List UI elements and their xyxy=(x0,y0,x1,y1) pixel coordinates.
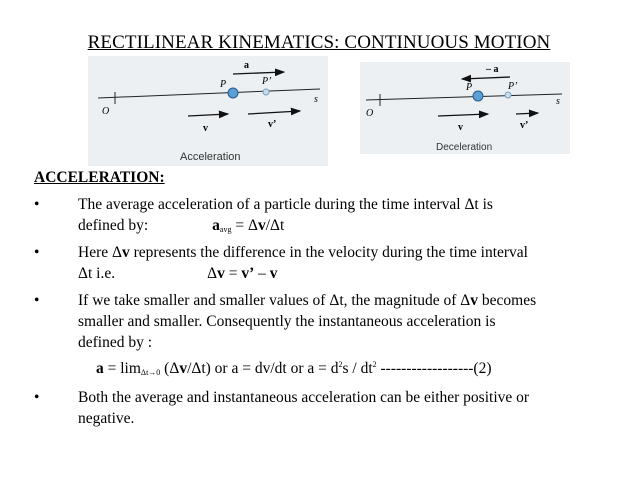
formula-lim: = lim xyxy=(103,360,141,377)
bullet-4: • xyxy=(34,389,40,406)
v-arrow xyxy=(188,114,228,116)
formula-eq: = xyxy=(224,265,242,282)
item-4-line-1: Both the average and instantaneous acceleration can be either positive or xyxy=(78,389,530,406)
acceleration-diagram xyxy=(88,56,328,166)
bullet-1: • xyxy=(34,196,40,213)
slide-title: RECTILINEAR KINEMATICS: CONTINUOUS MOTION xyxy=(87,32,551,53)
formula-eq: = Δ xyxy=(231,217,258,234)
item-2-ie: Δt i.e. xyxy=(78,265,116,282)
item-2-line-1 xyxy=(78,242,618,263)
deceleration-caption: Deceleration xyxy=(436,142,493,153)
formula-a: a xyxy=(96,360,104,377)
formula-avg-subscript: avg xyxy=(219,225,232,234)
formula-open: (Δ xyxy=(160,360,180,377)
v-prime-arrow xyxy=(516,113,538,114)
formula-delta: Δ xyxy=(207,265,218,282)
formula-minus: – xyxy=(254,265,270,282)
s-label: s xyxy=(314,94,318,105)
item-2-pre: Here Δ xyxy=(78,244,122,261)
formula-v-prime: v’ xyxy=(241,265,255,282)
particle-p xyxy=(228,88,238,98)
item-3-v: v xyxy=(470,292,478,309)
v-prime-label: v’ xyxy=(268,119,277,130)
item-1 xyxy=(78,194,618,240)
v-prime-label: v’ xyxy=(520,120,529,131)
s-axis-line xyxy=(98,89,320,98)
v-prime-arrow xyxy=(248,111,300,114)
instantaneous-formula xyxy=(96,354,626,383)
formula-dt: /Δt xyxy=(265,217,285,234)
formula-v: v xyxy=(257,217,266,234)
formula-s-dt: s / dt xyxy=(342,360,373,377)
item-4 xyxy=(78,387,618,429)
formula-middle: /Δt) or a = dv/dt or a = d xyxy=(187,360,339,377)
formula-v: v xyxy=(179,360,188,377)
formula-v: v xyxy=(217,265,225,282)
particle-p-prime xyxy=(263,89,269,95)
section-heading: ACCELERATION: xyxy=(34,169,165,186)
item-3-line-2: smaller and smaller. Consequently the instantaneous acceleration is xyxy=(78,313,496,330)
formula-v2: v xyxy=(269,265,278,282)
p-label: P xyxy=(220,79,227,90)
item-3-post: becomes xyxy=(478,292,537,309)
formula-sup-2b: 2 xyxy=(372,360,377,369)
p-prime-label: P’ xyxy=(508,81,518,92)
acceleration-figure xyxy=(88,56,328,166)
particle-p-prime xyxy=(505,92,511,98)
deceleration-diagram xyxy=(360,62,570,154)
s-label: s xyxy=(556,96,560,107)
acceleration-caption: Acceleration xyxy=(180,151,241,163)
item-3-pre: If we take smaller and smaller values of Δt, the magnitude of Δ xyxy=(78,292,471,309)
particle-p xyxy=(473,91,483,101)
item-1-line-2 xyxy=(78,215,618,240)
s-axis-line xyxy=(366,94,562,100)
p-prime-label: P’ xyxy=(262,76,272,87)
item-1-line-1: The average acceleration of a particle during the time interval Δt is xyxy=(78,196,493,213)
item-4-line-2: negative. xyxy=(78,410,135,427)
origin-label: O xyxy=(366,108,374,119)
item-3 xyxy=(78,290,618,353)
defined-by-text: defined by: xyxy=(78,217,149,234)
origin-label: O xyxy=(102,106,110,117)
formula-a: a xyxy=(212,217,220,234)
bullet-2: • xyxy=(34,244,40,261)
item-2-v: v xyxy=(121,244,130,261)
a-arrow xyxy=(233,72,284,74)
item-2-line-2 xyxy=(78,263,618,284)
item-3-line-3: defined by : xyxy=(78,334,153,351)
deceleration-figure xyxy=(360,62,570,154)
minus-a-label: – a xyxy=(486,64,499,75)
v-arrow xyxy=(438,114,488,116)
a-label: a xyxy=(244,60,249,71)
formula-lim-subscript: Δt→0 xyxy=(140,368,161,377)
p-label: P xyxy=(466,82,473,93)
minus-a-arrow xyxy=(462,77,510,79)
v-label: v xyxy=(458,122,463,133)
item-2 xyxy=(78,242,618,284)
item-3-line-1 xyxy=(78,290,618,311)
bullet-3: • xyxy=(34,292,40,309)
item-2-post: represents the difference in the velocity during the time interval xyxy=(129,244,528,261)
formula-tail: ------------------(2) xyxy=(376,360,492,377)
formula-sup-2: 2 xyxy=(338,360,343,369)
v-label: v xyxy=(203,123,208,134)
